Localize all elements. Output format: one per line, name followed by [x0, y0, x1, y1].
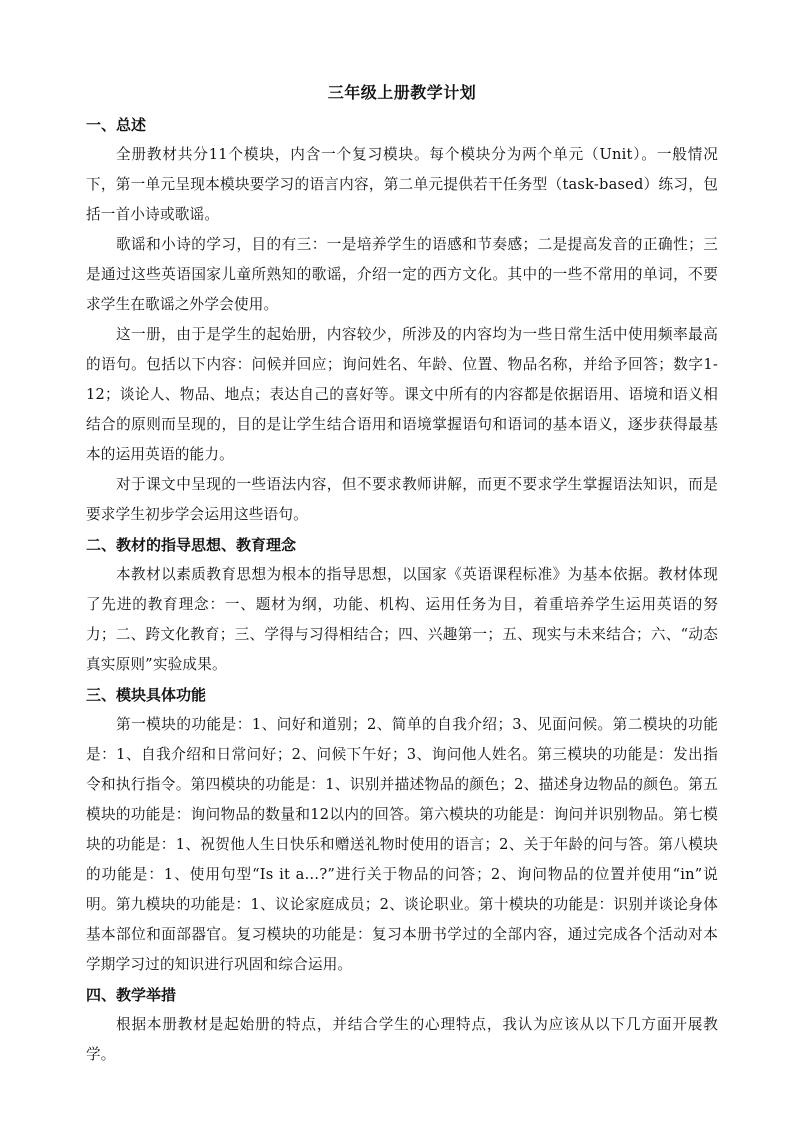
section-heading: 三、模块具体功能	[86, 686, 207, 704]
paragraph: 第一模块的功能是：1、问好和道别；2、简单的自我介绍；3、见面问候。第二模块的功能是：1、自我介绍和日常问好；2、问候下午好；3、询问他人姓名。第三模块的功能是：发出指令和执行指令。第四模块的功能是：1、识别并描述物品的颜色；2、描述身边物品的颜色。第五模块的功能是：询问物品的数量和12以内的回答。第六模块的功能是：询问并识别物品。第七模块的功能是：1、祝贺他人生日快乐和赠送礼物时使用的语言；2、关于年龄的问与答。第八模块的功能是：1、使用句型“Is it a…?”进行关于物品的问答；2、询问物品的位置并使用“in”说明。第九模块的功能是：1、议论家庭成员；2、谈论职业。第十模块的功能是：识别并谈论身体基本部位和面部器官。复习模块的功能是：复习本册书学过的全部内容，通过完成各个活动对本学期学习过的知识进行巩固和综合运用。	[86, 716, 718, 973]
paragraph: 本教材以素质教育思想为根本的指导思想，以国家《英语课程标准》为基本依据。教材体现了先进的教育理念：一、题材为纲，功能、机构、运用任务为目，着重培养学生运用英语的努力；二、跨文化教育；三、学得与习得相结合；四、兴趣第一；五、现实与未来结合；六、“动态真实原则”实验成果。	[86, 566, 718, 673]
section-teaching-measures	[86, 980, 718, 1070]
section-guiding-ideas	[86, 530, 718, 680]
paragraph: 歌谣和小诗的学习，目的有三：一是培养学生的语感和节奏感；二是提高发音的正确性；三是通过这些英语国家儿童所熟知的歌谣，介绍一定的西方文化。其中的一些不常用的单词，不要求学生在歌谣之外学会使用。	[86, 236, 718, 313]
section-overview	[86, 110, 718, 530]
paragraph: 全册教材共分11个模块，内含一个复习模块。每个模块分为两个单元（Unit）。一般情况下，第一单元呈现本模块要学习的语言内容，第二单元提供若干任务型（task-based）练习，包括一首小诗或歌谣。	[86, 146, 718, 223]
paragraph: 这一册，由于是学生的起始册，内容较少，所涉及的内容均为一些日常生活中使用频率最高的语句。包括以下内容：问候并回应；询问姓名、年龄、位置、物品名称，并给予回答；数字1-12；谈论人、物品、地点；表达自己的喜好等。课文中所有的内容都是依据语用、语境和语义相结合的原则而呈现的，目的是让学生结合语用和语境掌握语句和语词的基本语义，逐步获得最基本的运用英语的能力。	[86, 326, 718, 463]
section-heading: 一、总述	[86, 116, 147, 134]
document-page	[86, 78, 718, 1070]
section-module-functions	[86, 680, 718, 980]
paragraph: 对于课文中呈现的一些语法内容，但不要求教师讲解，而更不要求学生掌握语法知识，而是要求学生初步学会运用这些语句。	[86, 476, 718, 523]
document-title: 三年级上册教学计划	[327, 83, 477, 102]
paragraph: 根据本册教材是起始册的特点，并结合学生的心理特点，我认为应该从以下几方面开展教学。	[86, 1016, 718, 1063]
section-heading: 四、教学举措	[86, 986, 177, 1004]
section-heading: 二、教材的指导思想、教育理念	[86, 536, 297, 554]
